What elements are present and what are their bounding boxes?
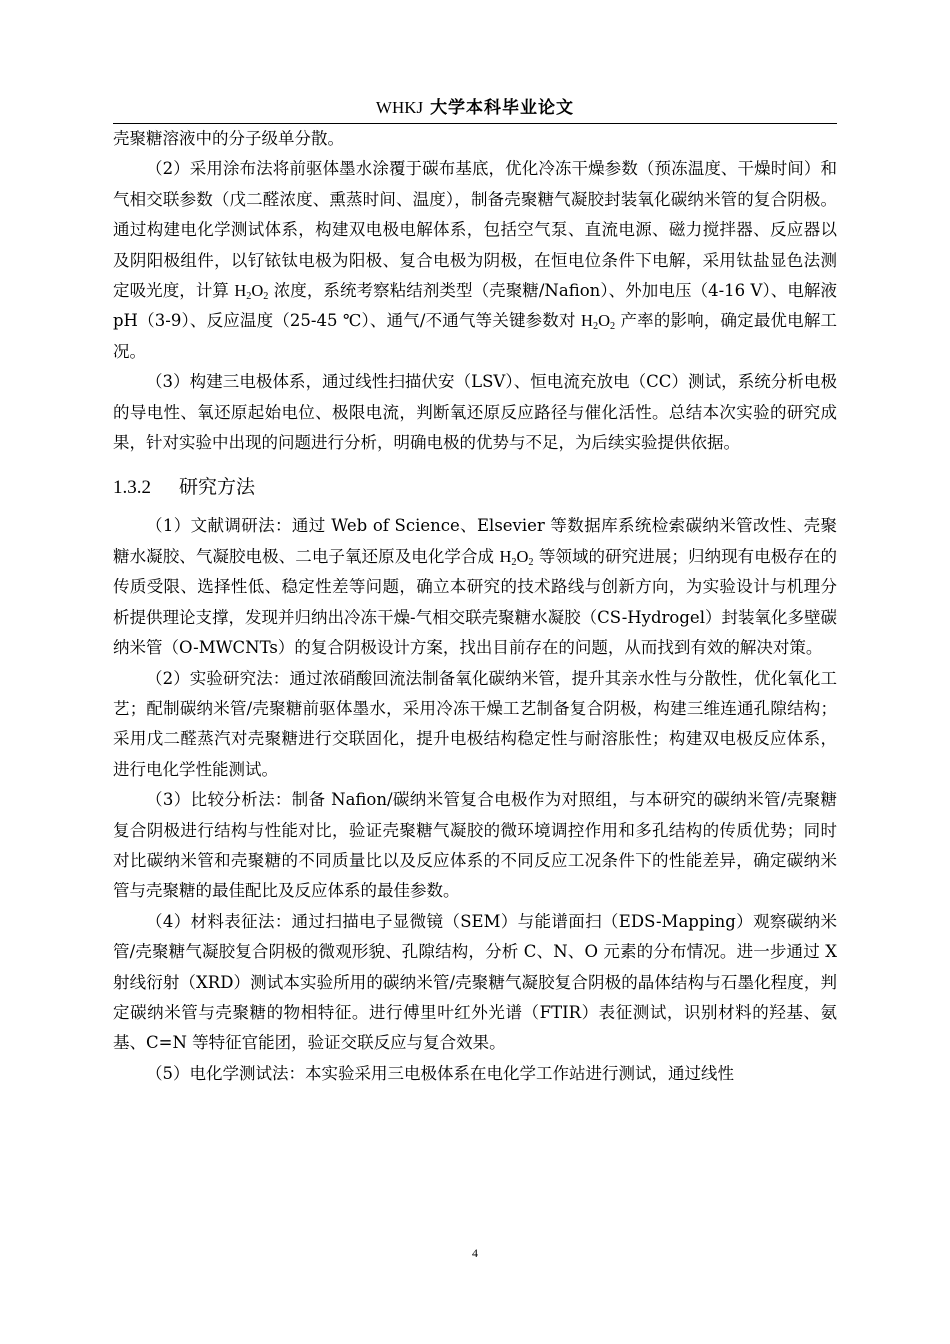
- paragraph-step-3: （3）构建三电极体系，通过线性扫描伏安（LSV）、恒电流充放电（CC）测试，系统分析电极的导电性、氧还原起始电位、极限电流，判断氧还原反应路径与催化活性。总结本次实验的研究成果，针对实验中出现的问题进行分析，明确电极的优势与不足，为后续实验提供依据。: [113, 372, 837, 453]
- body-text: [113, 124, 837, 1089]
- section-number: 1.3.2: [113, 477, 151, 499]
- paragraph-method-4: （4）材料表征法：通过扫描电子显微镜（SEM）与能谱面扫（EDS-Mapping）观察碳纳米管/壳聚糖气凝胶复合阴极的微观形貌、孔隙结构，分析 C、N、O 元素的分布情况。进一步通过 X 射线衍射（XRD）测试本实验所用的碳纳米管/壳聚糖气凝胶复合阴极的晶体结构与石墨化程度，判定碳纳米管与壳聚糖的物相特征。进行傅里叶红外光谱（FTIR）表征测试，识别材料的羟基、氨基、C=N 等特征官能团，验证交联反应与复合效果。: [113, 911, 837, 1053]
- formula-sub: 2: [511, 556, 517, 568]
- text-run: 等领域的研究进展；归纳现有电极存在的传质受限、选择性低、稳定性差等问题，确立本研究的技术路线与创新方向，为实验设计与机理分析提供理论支撑，发现并归纳出冷冻干燥-气相交联壳聚糖水凝胶（CS-Hydrogel）封装氧化多壁碳纳米管（O-MWCNTs）的复合阴极设计方案，找出目前存在的问题，从而找到有效的解决对策。: [113, 546, 838, 658]
- text-run: （1）文献调研法：通过 Web of Science、Elsevier 等数据库系统检索碳纳米管改性、壳聚糖水凝胶、气凝胶电极、二电子氧还原及电化学合成: [113, 516, 837, 566]
- formula-h2o2: [581, 311, 616, 333]
- paragraph-continuation: 壳聚糖溶液中的分子级单分散。: [113, 129, 344, 148]
- text-run: （2）采用涂布法将前驱体墨水涂覆于碳布基底，优化冷冻干燥参数（预冻温度、干燥时间）和气相交联参数（戊二醛浓度、熏蒸时间、温度），制备壳聚糖气凝胶封装氧化碳纳米管的复合阴极。通过构建电化学测试体系，构建双电极电解体系，包括空气泵、直流电源、磁力搅拌器、反应器以及阴阳极组件，以钌铱钛电极为阳极、复合电极为阴极，在恒电位条件下电解，采用钛盐显色法测定吸光度，计算: [113, 159, 837, 301]
- formula-h: H: [581, 311, 593, 331]
- formula-sub: 2: [592, 321, 599, 333]
- formula-h: H: [234, 281, 247, 301]
- formula-sub: 2: [610, 321, 616, 333]
- formula-sub: 2: [528, 556, 534, 568]
- formula-o: O: [251, 281, 264, 301]
- formula-sub: 2: [263, 291, 269, 303]
- section-heading: [113, 472, 837, 503]
- formula-o: O: [598, 311, 610, 331]
- formula-h2o2: [234, 281, 269, 303]
- paragraph-method-1: [113, 511, 837, 663]
- formula-o: O: [516, 546, 529, 566]
- section-title: 研究方法: [179, 476, 256, 499]
- header-brand: WHKJ: [375, 98, 424, 117]
- text-run: 浓度，系统考察粘结剂类型（壳聚糖/Nafion）、外加电压（4-16 V）、电解液 pH（3-9）、反应温度（25-45 ℃）、通气/不通气等关键参数对: [113, 281, 837, 331]
- running-header: [113, 94, 837, 122]
- formula-sub: 2: [246, 291, 252, 303]
- paragraph-step-2: [113, 154, 837, 367]
- formula-h2o2: [499, 547, 533, 566]
- paragraph-method-2: （2）实验研究法：通过浓硝酸回流法制备氧化碳纳米管，提升其亲水性与分散性，优化氧化工艺；配制碳纳米管/壳聚糖前驱体墨水，采用冷冻干燥工艺制备复合阴极，构建三维连通孔隙结构；采用戊二醛蒸汽对壳聚糖进行交联固化，提升电极结构稳定性与耐溶胀性；构建双电极反应体系，进行电化学性能测试。: [113, 668, 837, 779]
- text-run: 产率的影响，确定最优电解工况。: [113, 311, 837, 361]
- paragraph-method-5: （5）电化学测试法：本实验采用三电极体系在电化学工作站进行测试，通过线性: [146, 1063, 734, 1083]
- formula-h: H: [499, 546, 512, 566]
- header-title: 大学本科毕业论文: [430, 98, 575, 118]
- paragraph-method-3: （3）比较分析法：制备 Nafion/碳纳米管复合电极作为对照组，与本研究的碳纳米管/壳聚糖复合阴极进行结构与性能对比，验证壳聚糖气凝胶的微环境调控作用和多孔结构的传质优势；同时对比碳纳米管和壳聚糖的不同质量比以及反应体系的不同反应工况条件下的性能差异，确定碳纳米管与壳聚糖的最佳配比及反应体系的最佳参数。: [113, 790, 837, 901]
- page-number: 4: [472, 1246, 478, 1260]
